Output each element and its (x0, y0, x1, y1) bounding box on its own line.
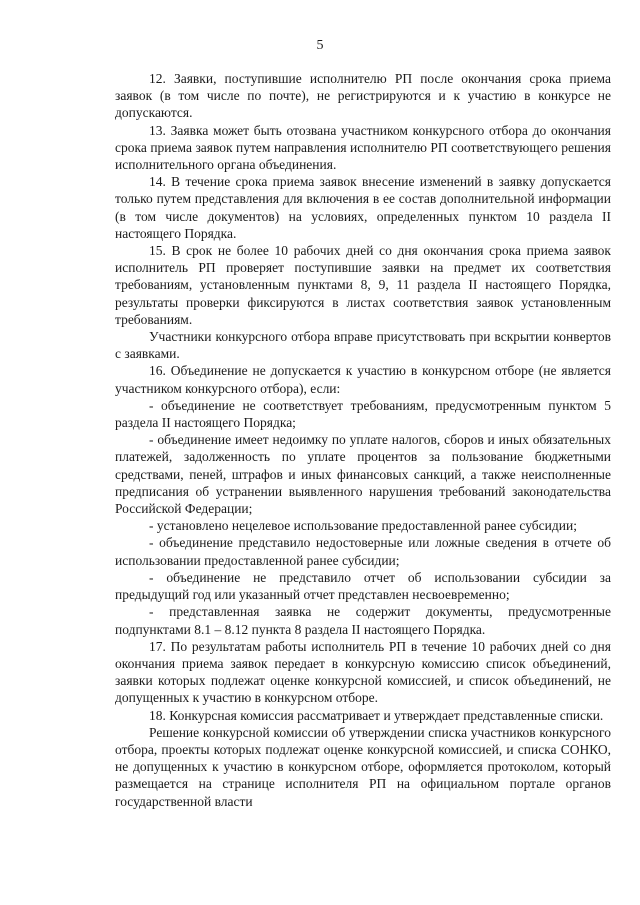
paragraph-15-participants: Участники конкурсного отбора вправе присутствовать при вскрытии конвертов с заявками. (115, 329, 611, 362)
paragraph-13: 13. Заявка может быть отозвана участником конкурсного отбора до окончания срока приема заявок путем направления исполнителю РП соответствующего решения исполнительного органа объединения. (115, 122, 611, 173)
list-item-16-no-report: - объединение не представило отчет об использовании субсидии за предыдущий год или указанный отчет представлен несвоевременно; (115, 569, 611, 603)
page-number: 5 (316, 38, 324, 53)
paragraph-18: 18. Конкурсная комиссия рассматривает и утверждает представленные списки. (149, 707, 604, 723)
paragraph-17: 17. По результатам работы исполнитель РП в течение 10 рабочих дней со дня окончания приема заявок передает в конкурсную комиссию список объединений, заявки которых подлежат оценке конкурсной комиссией, и список объединений, не допущенных к участию в конкурсном отборе. (115, 638, 611, 706)
list-item-16-missing-docs: - представленная заявка не содержит документы, предусмотренные подпунктами 8.1 – 8.12 пункта 8 раздела II настоящего Порядка. (115, 604, 611, 637)
document-body (115, 70, 611, 810)
list-item-16-requirements: - объединение не соответствует требованиям, предусмотренным пунктом 5 раздела II настоящего Порядка; (115, 397, 611, 431)
list-item-16-misuse: - установлено нецелевое использование предоставленной ранее субсидии; (149, 518, 577, 534)
list-item-16-false-info: - объединение представило недостоверные или ложные сведения в отчете об использовании предоставленной ранее субсидии; (115, 535, 611, 568)
paragraph-14: 14. В течение срока приема заявок внесение изменений в заявку допускается только путем представления для включения в ее состав дополнительной информации (в том числе документов) на условиях, определенных пунктом 10 раздела II настоящего Порядка. (115, 174, 611, 241)
paragraph-18-decision: Решение конкурсной комиссии об утверждении списка участников конкурсного отбора, проекты которых подлежат оценке конкурсной комиссией, и списка СОНКО, не допущенных к участию в конкурсном отборе, оформляется протоколом, который размещается на странице исполнителя РП на официальном портале органов государственной власти (115, 724, 611, 809)
paragraph-16: 16. Объединение не допускается к участию в конкурсном отборе (не является участником конкурсного отбора), если: (115, 363, 611, 396)
paragraph-12: 12. Заявки, поступившие исполнителю РП после окончания срока приема заявок (в том числе по почте), не регистрируются и к участию в конкурсе не допускаются. (115, 71, 611, 121)
paragraph-15: 15. В срок не более 10 рабочих дней со дня окончания срока приема заявок исполнитель РП проверяет поступившие заявки на предмет их соответствия требованиям, установленным пунктами 8, 9, 11 раздела II настоящего Порядка, результаты проверки фиксируются в листах соответствия заявок установленным требованиям. (115, 243, 611, 327)
list-item-16-arrears: - объединение имеет недоимку по уплате налогов, сборов и иных обязательных платежей, задолженность по уплате процентов за пользование бюджетными средствами, пеней, штрафов и иных финансовых санкций, а также неисполненные предписания об устранении выявленного нарушения требований законодательства Российской Федерации; (115, 432, 611, 517)
